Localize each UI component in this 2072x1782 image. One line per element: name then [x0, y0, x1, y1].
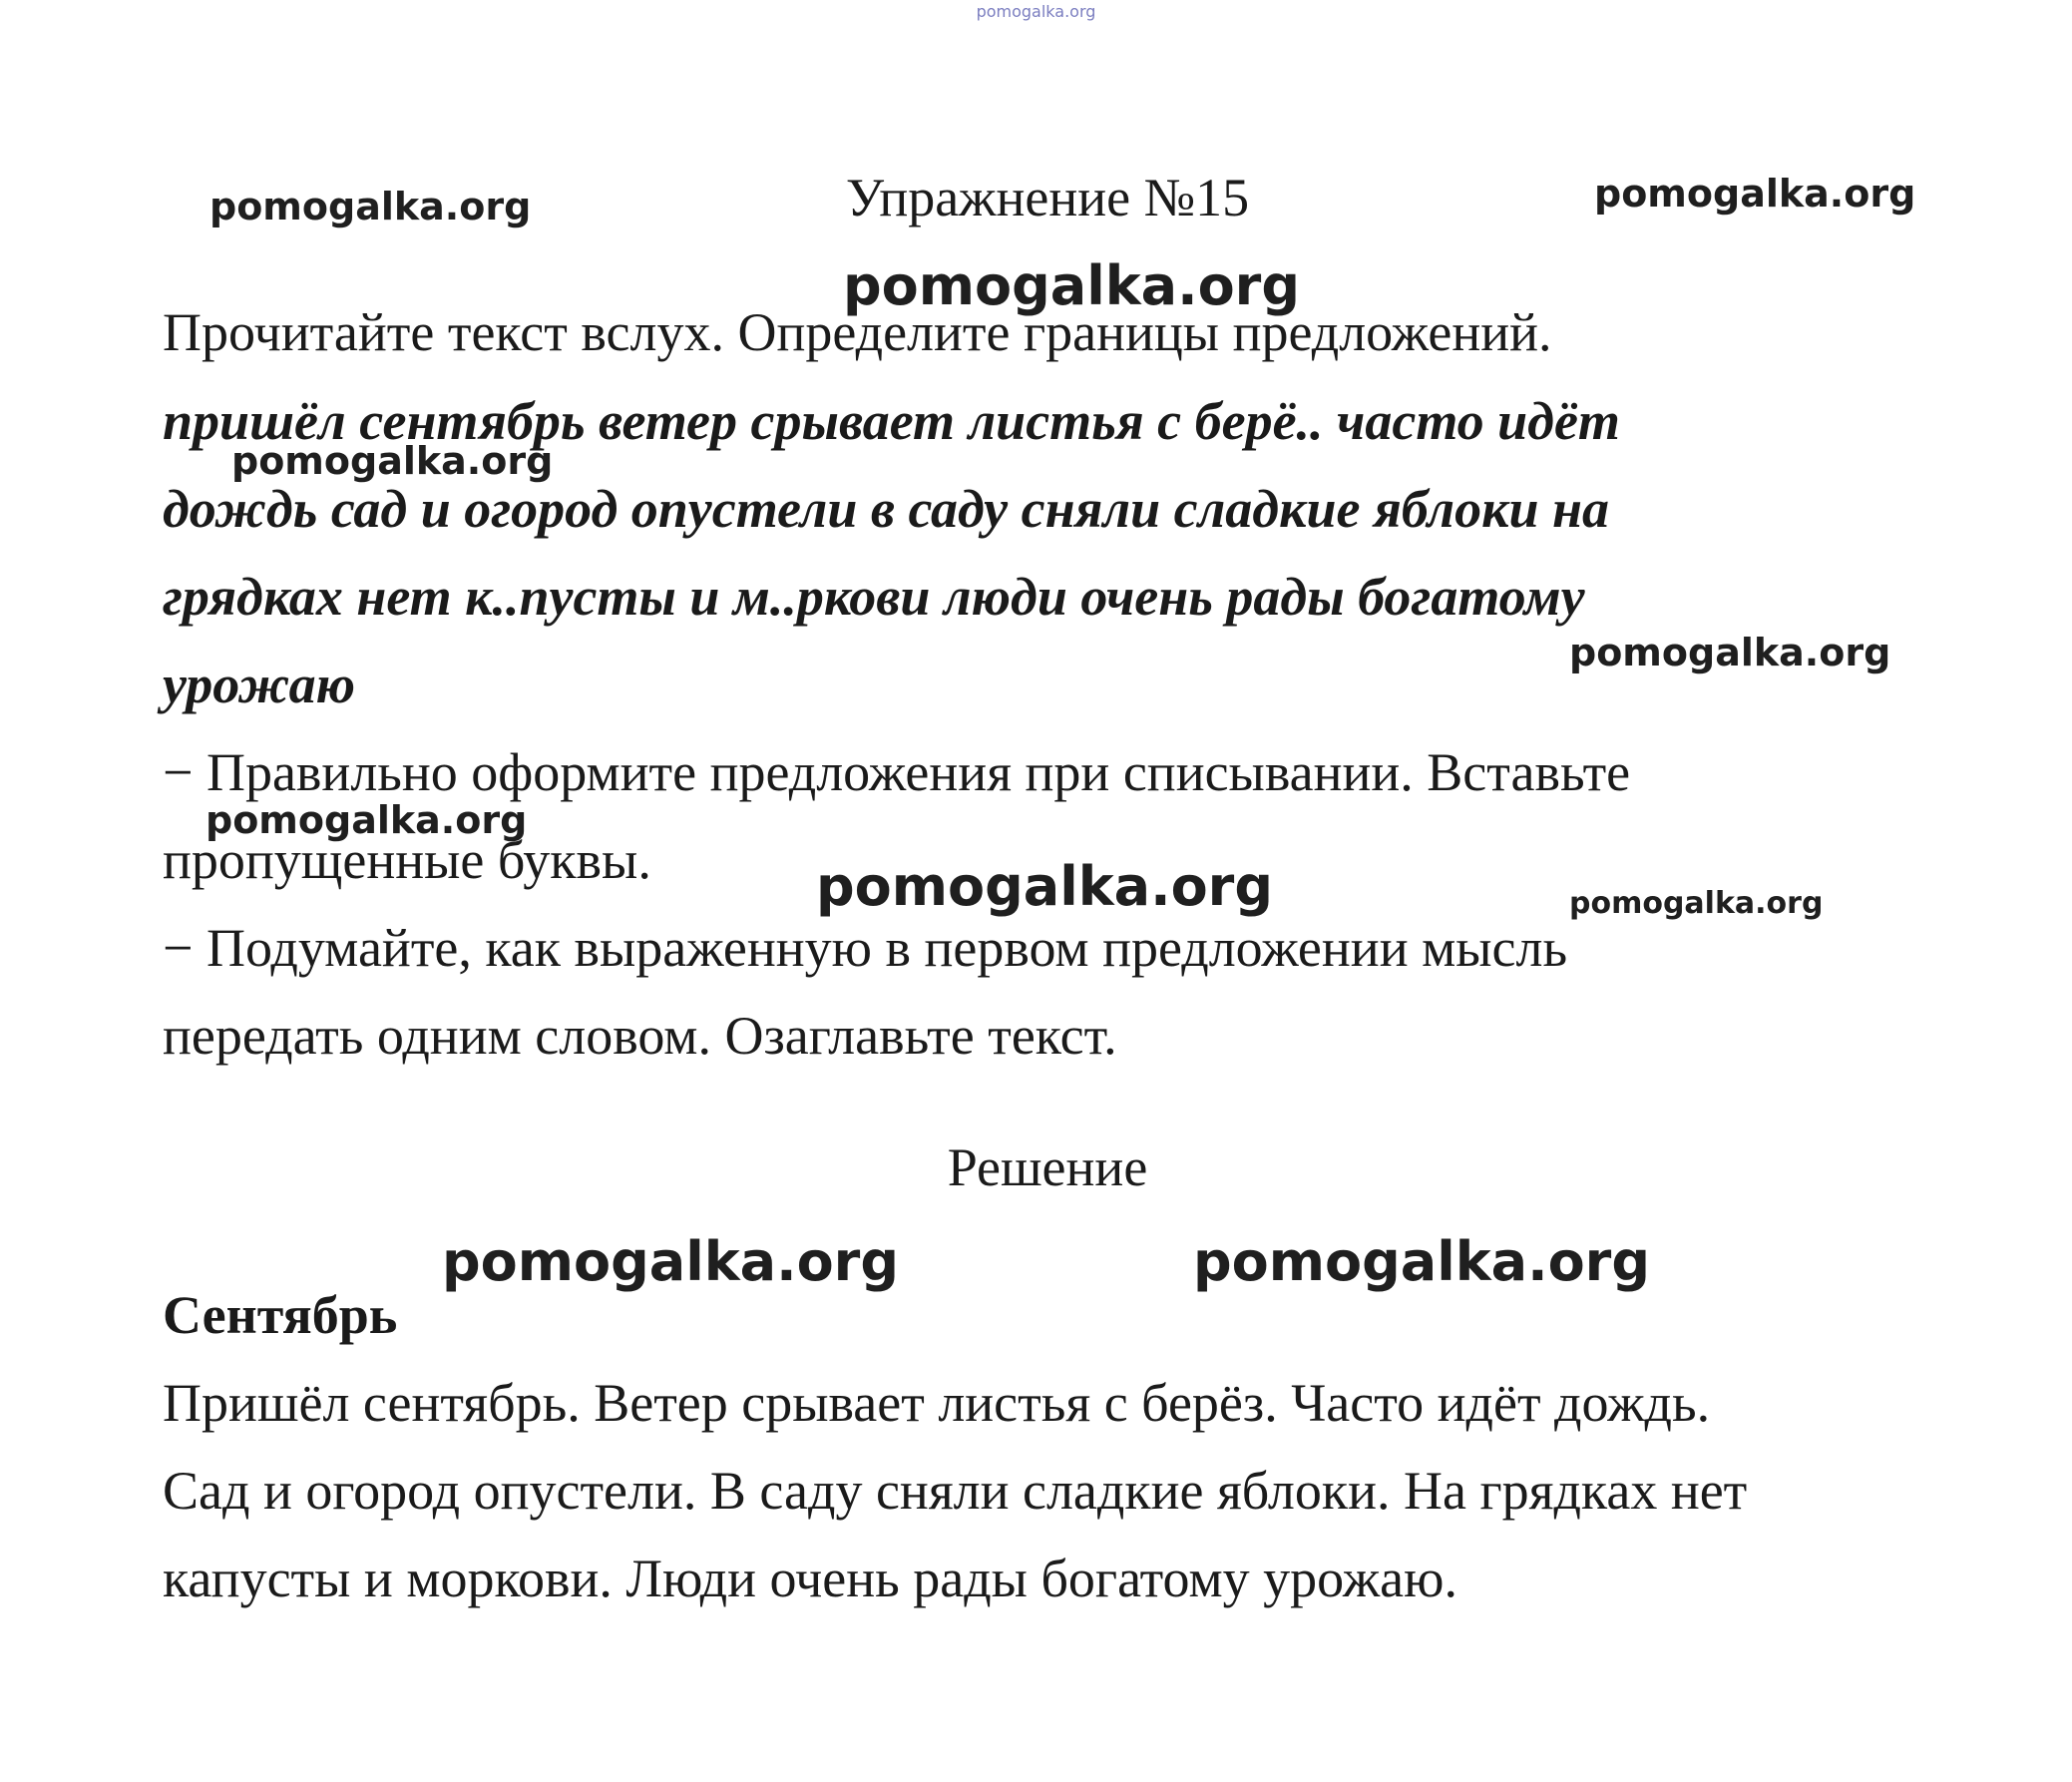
task-text-line-1: пришёл сентябрь ветер срывает листья с берё.. часто идёт: [163, 391, 1620, 451]
task-text-line-2: дождь сад и огород опустели в саду сняли сладкие яблоки на: [163, 479, 1609, 539]
watermark: pomogalka.org: [1569, 886, 1824, 921]
watermark: pomogalka.org: [209, 185, 532, 228]
top-watermark: pomogalka.org: [976, 2, 1096, 21]
task-step-1: − Правильно оформите предложения при списывании. Вставьте: [163, 742, 1631, 802]
watermark: pomogalka.org: [1569, 631, 1891, 674]
task-step-1-cont: пропущенные буквы.: [163, 830, 651, 890]
task-instruction: Прочитайте текст вслух. Определите границы предложений.: [163, 302, 1552, 362]
watermark: pomogalka.org: [1594, 172, 1916, 216]
watermark: pomogalka.org: [843, 254, 1300, 317]
task-text-line-3: грядках нет к..пусты и м..ркови люди очень рады богатому: [163, 567, 1585, 627]
watermark: pomogalka.org: [231, 439, 554, 483]
exercise-title: Упражнение №15: [845, 168, 1250, 227]
task-step-2-cont: передать одним словом. Озаглавьте текст.: [163, 1006, 1117, 1066]
task-step-2: − Подумайте, как выраженную в первом предложении мысль: [163, 918, 1568, 978]
answer-line-2: Сад и огород опустели. В саду сняли сладкие яблоки. На грядках нет: [163, 1461, 1748, 1521]
task-text-line-4: урожаю: [163, 655, 356, 714]
answer-heading: Сентябрь: [163, 1285, 398, 1345]
solution-label: Решение: [947, 1137, 1148, 1197]
watermark: pomogalka.org: [206, 798, 528, 842]
watermark: pomogalka.org: [442, 1230, 899, 1293]
watermark: pomogalka.org: [816, 855, 1273, 918]
watermark: pomogalka.org: [1193, 1230, 1650, 1293]
answer-line-3: капусты и моркови. Люди очень рады богатому урожаю.: [163, 1549, 1457, 1608]
answer-line-1: Пришёл сентябрь. Ветер срывает листья с берёз. Часто идёт дождь.: [163, 1373, 1711, 1433]
